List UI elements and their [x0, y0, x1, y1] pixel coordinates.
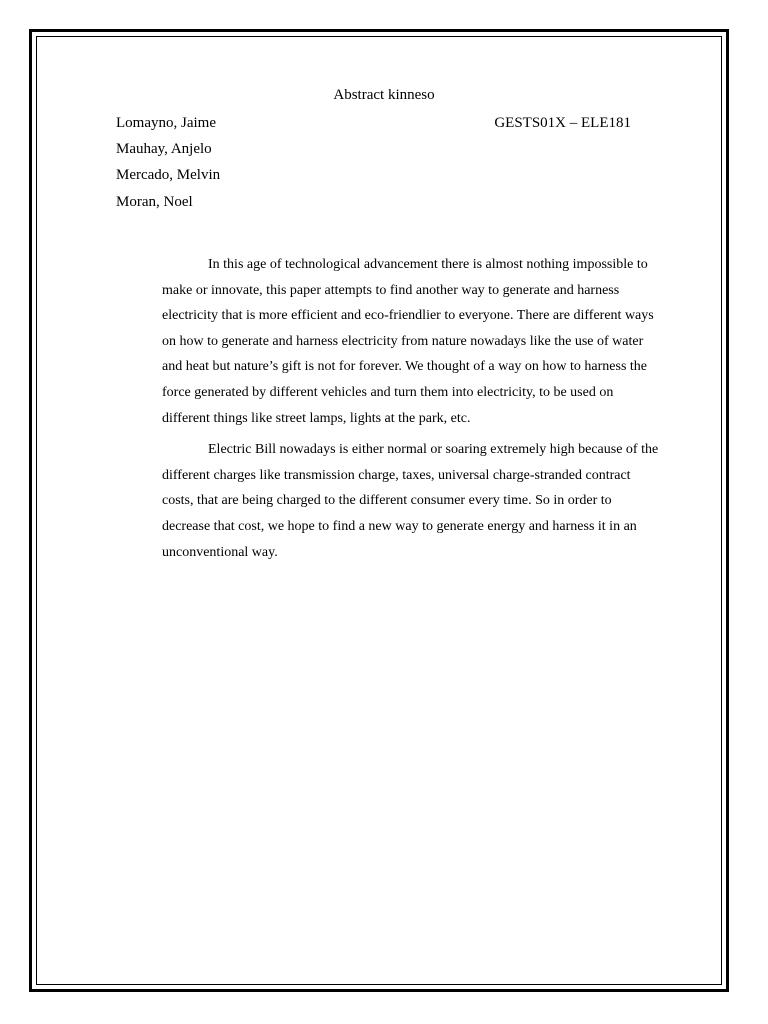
abstract-paragraph-1: In this age of technological advancement there is almost nothing impossible to make or innovate, this paper attempts to find another way to generate and harness electricity that is more efficient and eco-friendlier to everyone. There are different ways on how to generate and harness electricity from nature nowadays like the use of water and heat but nature’s gift is not for forever. We thought of a way on how to harness the force generated by different vehicles and turn them into electricity, to be used on different things like street lamps, lights at the park, etc. [162, 257, 654, 426]
author-3: Mercado, Melvin [116, 167, 221, 183]
document-title: Abstract kinneso [333, 87, 435, 103]
abstract-body [162, 252, 662, 571]
author-1: Lomayno, Jaime [116, 115, 216, 131]
author-4: Moran, Noel [116, 194, 193, 210]
abstract-paragraph-2: Electric Bill nowadays is either normal or soaring extremely high because of the different charges like transmission charge, taxes, universal charge-stranded contract costs, that are being charged to the different consumer every time. So in order to decrease that cost, we hope to find a new way to generate energy and harness it in an unconventional way. [162, 442, 659, 560]
course-code: GESTS01X – ELE181 [494, 115, 631, 131]
author-2: Mauhay, Anjelo [116, 141, 212, 157]
